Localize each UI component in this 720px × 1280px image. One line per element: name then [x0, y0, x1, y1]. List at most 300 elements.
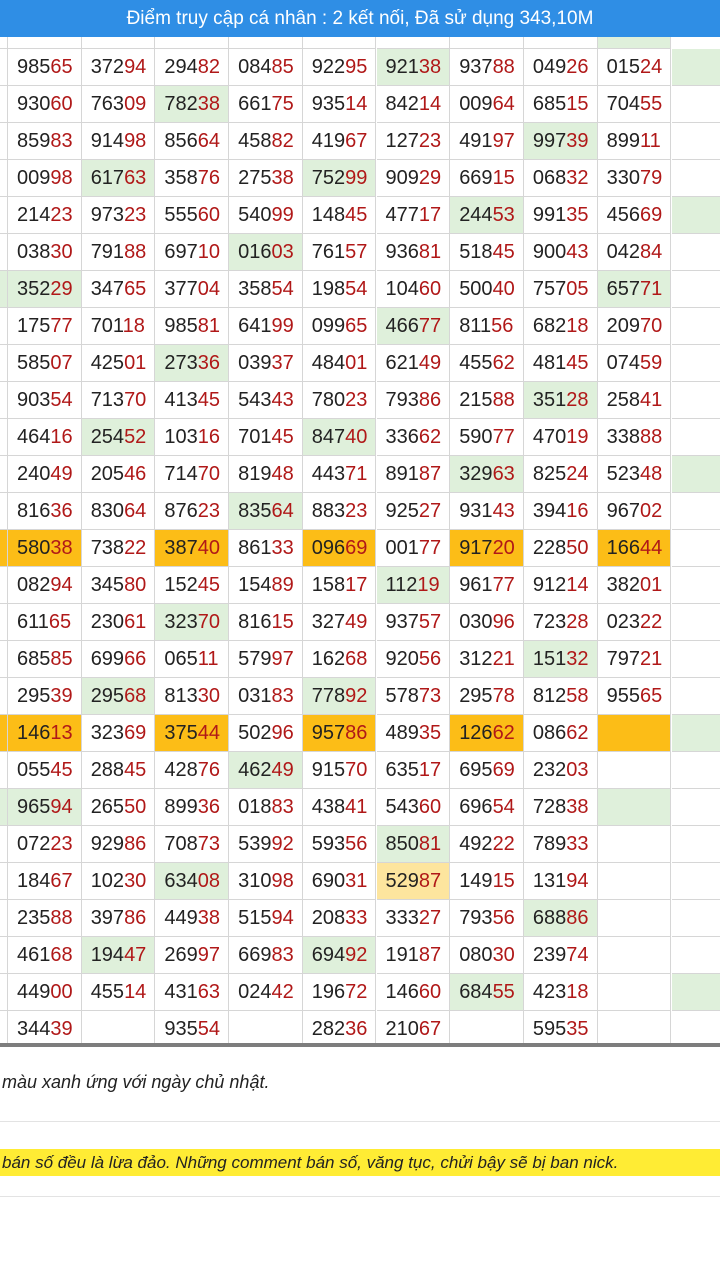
number-prefix: 419: [311, 130, 346, 152]
number-prefix: 449: [17, 981, 51, 1003]
table-row: [0, 49, 720, 86]
number-prefix: 425: [90, 352, 125, 374]
number-last-two-digits: 75: [271, 93, 294, 115]
number-last-two-digits: 40: [345, 426, 368, 448]
number-last-two-digits: 45: [345, 204, 368, 226]
number-last-two-digits: 86: [566, 907, 589, 929]
number-cell: [377, 308, 451, 345]
number-cell: [450, 86, 524, 123]
number-prefix: 578: [385, 685, 419, 707]
number-prefix: 074: [606, 352, 640, 374]
number-prefix: 701: [238, 426, 272, 448]
number-last-two-digits: 66: [124, 648, 147, 670]
number-prefix: 372: [90, 56, 125, 78]
number-prefix: 695: [459, 759, 493, 781]
number-last-two-digits: 64: [271, 500, 294, 522]
number-cell: [524, 160, 598, 197]
row-edge-cell: [672, 678, 720, 715]
number-cell: [377, 641, 451, 678]
number-last-two-digits: 77: [418, 537, 442, 559]
number-last-two-digits: 23: [345, 500, 368, 522]
number-last-two-digits: 86: [124, 833, 147, 855]
number-cell: [598, 493, 672, 530]
data-usage-text: Điểm truy cập cá nhân : 2 kết nối, Đã sử dụng 343,10M: [126, 7, 594, 29]
number-last-two-digits: 22: [639, 611, 663, 633]
number-cell: [82, 900, 156, 937]
number-cell: [524, 197, 598, 234]
number-cell: [450, 678, 524, 715]
number-cell: [524, 49, 598, 86]
number-cell: [598, 789, 672, 826]
number-last-two-digits: 61: [124, 611, 147, 633]
row-lead-cell: [0, 345, 8, 382]
number-cell: [524, 345, 598, 382]
number-prefix: 462: [238, 759, 272, 781]
number-prefix: 985: [17, 56, 51, 78]
number-cell: [82, 789, 156, 826]
number-last-two-digits: 77: [492, 426, 515, 448]
number-prefix: 232: [532, 759, 567, 781]
number-prefix: 149: [459, 870, 493, 892]
number-last-two-digits: 57: [345, 241, 368, 263]
number-last-two-digits: 89: [271, 574, 294, 596]
number-prefix: 018: [238, 796, 272, 818]
number-prefix: 481: [532, 352, 567, 374]
number-prefix: 240: [17, 463, 51, 485]
number-prefix: 819: [238, 463, 272, 485]
table-row: [0, 937, 720, 974]
number-prefix: 491: [459, 130, 493, 152]
number-cell: [82, 308, 156, 345]
number-last-two-digits: 85: [271, 56, 294, 78]
number-cell: [303, 345, 377, 382]
number-cell: [303, 752, 377, 789]
number-cell: [377, 826, 451, 863]
number-last-two-digits: 65: [48, 611, 72, 633]
number-cell: [303, 123, 377, 160]
row-edge-cell: [672, 789, 720, 826]
number-last-two-digits: 23: [124, 204, 147, 226]
row-edge-cell: [672, 234, 720, 271]
number-prefix: 184: [17, 870, 51, 892]
number-cell: [8, 456, 82, 493]
number-last-two-digits: 68: [124, 685, 147, 707]
number-cell: [524, 937, 598, 974]
number-prefix: 714: [164, 463, 198, 485]
row-lead-cell: [0, 715, 8, 752]
number-cell: [450, 493, 524, 530]
number-last-two-digits: 87: [418, 870, 442, 892]
number-last-two-digits: 37: [271, 352, 294, 374]
number-cell: [450, 641, 524, 678]
number-cell: [155, 863, 229, 900]
number-prefix: 438: [311, 796, 346, 818]
number-cell: [598, 752, 672, 789]
number-prefix: 327: [311, 611, 346, 633]
number-cell: [524, 974, 598, 1011]
number-prefix: 543: [238, 389, 272, 411]
number-prefix: 738: [90, 537, 125, 559]
number-cell: [524, 86, 598, 123]
number-last-two-digits: 29: [418, 167, 442, 189]
number-prefix: 757: [532, 278, 567, 300]
number-cell: [8, 1011, 82, 1045]
number-prefix: 930: [17, 93, 51, 115]
number-cell: [229, 382, 303, 419]
number-cell: [524, 752, 598, 789]
number-cell: [229, 641, 303, 678]
number-prefix: 375: [164, 722, 198, 744]
number-last-two-digits: 49: [418, 352, 442, 374]
number-prefix: 323: [90, 722, 125, 744]
number-last-two-digits: 07: [50, 352, 73, 374]
number-last-two-digits: 55: [492, 981, 515, 1003]
number-prefix: 456: [606, 204, 640, 226]
number-prefix: 903: [17, 389, 51, 411]
number-cell: [450, 271, 524, 308]
number-cell: [8, 715, 82, 752]
number-cell: [598, 937, 672, 974]
number-cell: [303, 715, 377, 752]
row-lead-cell: [0, 974, 8, 1011]
number-cell: [303, 197, 377, 234]
number-prefix: 096: [311, 537, 346, 559]
number-last-two-digits: 96: [492, 611, 515, 633]
number-prefix: 579: [238, 648, 272, 670]
number-cell: [303, 974, 377, 1011]
row-lead-cell: [0, 271, 8, 308]
number-last-two-digits: 82: [197, 56, 221, 78]
number-prefix: 382: [606, 574, 640, 596]
number-prefix: 466: [385, 315, 419, 337]
number-prefix: 621: [385, 352, 419, 374]
table-row: [0, 197, 720, 234]
number-last-two-digits: 53: [492, 204, 515, 226]
number-last-two-digits: 15: [566, 93, 589, 115]
number-last-two-digits: 28: [566, 389, 589, 411]
number-prefix: 922: [311, 56, 346, 78]
number-last-two-digits: 76: [197, 759, 221, 781]
number-prefix: 254: [90, 426, 125, 448]
number-prefix: 196: [311, 981, 346, 1003]
number-prefix: 294: [164, 56, 198, 78]
number-cell: [303, 234, 377, 271]
number-prefix: 431: [164, 981, 198, 1003]
number-last-two-digits: 38: [271, 167, 294, 189]
number-last-two-digits: 05: [566, 278, 589, 300]
number-cell: [598, 715, 672, 752]
number-cell: [8, 197, 82, 234]
number-last-two-digits: 73: [197, 833, 221, 855]
number-cell: [450, 900, 524, 937]
number-prefix: 333: [385, 907, 419, 929]
number-prefix: 811: [459, 315, 492, 337]
number-cell: [82, 419, 156, 456]
number-cell: [229, 530, 303, 567]
number-cell: [598, 641, 672, 678]
number-last-two-digits: 35: [566, 204, 589, 226]
number-cell: [303, 49, 377, 86]
number-prefix: 580: [17, 537, 51, 559]
number-last-two-digits: 87: [418, 944, 442, 966]
number-cell: [155, 49, 229, 86]
sunday-color-note: màu xanh ứng với ngày chủ nhật.: [2, 1072, 270, 1092]
number-prefix: 529: [385, 870, 419, 892]
row-lead-cell: [0, 197, 8, 234]
number-prefix: 449: [164, 907, 198, 929]
number-cell: [524, 678, 598, 715]
number-last-two-digits: 01: [345, 352, 368, 374]
number-last-two-digits: 16: [197, 426, 221, 448]
number-prefix: 657: [606, 278, 640, 300]
number-last-two-digits: 36: [197, 796, 221, 818]
number-cell: [82, 826, 156, 863]
number-prefix: 086: [532, 722, 567, 744]
number-prefix: 780: [311, 389, 346, 411]
number-prefix: 915: [311, 759, 346, 781]
number-last-two-digits: 72: [345, 981, 368, 1003]
number-last-two-digits: 50: [124, 796, 147, 818]
number-cell: [155, 530, 229, 567]
number-prefix: 230: [90, 611, 125, 633]
number-cell: [524, 308, 598, 345]
number-cell: [82, 604, 156, 641]
number-prefix: 965: [17, 796, 51, 818]
number-prefix: 515: [238, 907, 272, 929]
data-usage-banner: [0, 0, 720, 37]
number-cell: [303, 456, 377, 493]
number-last-two-digits: 38: [50, 537, 73, 559]
number-last-two-digits: 43: [492, 500, 515, 522]
number-prefix: 288: [90, 759, 125, 781]
number-prefix: 925: [385, 500, 419, 522]
number-prefix: 502: [238, 722, 272, 744]
number-cell: [524, 382, 598, 419]
number-cell: [598, 974, 672, 1011]
table-row: [0, 678, 720, 715]
number-cell: [82, 530, 156, 567]
number-last-two-digits: 14: [566, 574, 589, 596]
number-cell: [82, 382, 156, 419]
number-last-two-digits: 63: [492, 463, 515, 485]
number-cell: [8, 234, 82, 271]
number-cell: [229, 419, 303, 456]
number-prefix: 312: [459, 648, 493, 670]
number-cell: [8, 567, 82, 604]
number-prefix: 394: [532, 500, 567, 522]
number-last-two-digits: 38: [566, 796, 589, 818]
table-row: [0, 789, 720, 826]
number-last-two-digits: 30: [50, 241, 73, 263]
number-last-two-digits: 48: [271, 463, 294, 485]
number-last-two-digits: 54: [50, 389, 73, 411]
number-prefix: 728: [532, 796, 567, 818]
number-cell: [82, 86, 156, 123]
number-cell: [377, 419, 451, 456]
number-prefix: 899: [606, 130, 640, 152]
number-last-two-digits: 60: [418, 278, 442, 300]
number-cell: [8, 752, 82, 789]
number-prefix: 914: [90, 130, 125, 152]
number-cell: [155, 1011, 229, 1045]
row-lead-cell: [0, 752, 8, 789]
number-prefix: 900: [532, 241, 567, 263]
number-cell: [82, 641, 156, 678]
number-cell: [82, 1011, 156, 1045]
table-row: [0, 382, 720, 419]
number-last-two-digits: 14: [418, 93, 442, 115]
number-cell: [82, 456, 156, 493]
number-prefix: 842: [385, 93, 419, 115]
number-last-two-digits: 60: [418, 981, 442, 1003]
number-last-two-digits: 94: [50, 796, 73, 818]
number-prefix: 455: [459, 352, 493, 374]
number-cell: [377, 382, 451, 419]
number-prefix: 797: [606, 648, 640, 670]
number-last-two-digits: 28: [566, 611, 589, 633]
number-last-two-digits: 31: [345, 870, 368, 892]
number-prefix: 205: [90, 463, 125, 485]
number-cell: [8, 863, 82, 900]
number-prefix: 985: [164, 315, 198, 337]
number-cell: [155, 419, 229, 456]
number-last-two-digits: 32: [566, 648, 589, 670]
row-edge-cell: [672, 900, 720, 937]
number-cell: [82, 567, 156, 604]
number-cell: [450, 863, 524, 900]
number-prefix: 001: [385, 537, 419, 559]
number-last-two-digits: 21: [639, 648, 663, 670]
row-lead-cell: [0, 86, 8, 123]
number-last-two-digits: 82: [271, 130, 294, 152]
row-lead-cell: [0, 789, 8, 826]
number-last-two-digits: 45: [124, 759, 147, 781]
number-last-two-digits: 59: [639, 352, 663, 374]
number-prefix: 428: [164, 759, 198, 781]
number-prefix: 935: [311, 93, 346, 115]
number-cell: [598, 863, 672, 900]
number-last-two-digits: 56: [491, 315, 514, 337]
number-prefix: 215: [459, 389, 493, 411]
number-cell: [8, 86, 82, 123]
number-last-two-digits: 27: [418, 907, 442, 929]
number-last-two-digits: 63: [124, 167, 147, 189]
table-row: [0, 530, 720, 567]
table-row: [0, 271, 720, 308]
number-last-two-digits: 54: [345, 278, 368, 300]
number-last-two-digits: 86: [418, 389, 442, 411]
number-cell: [229, 456, 303, 493]
number-cell: [8, 974, 82, 1011]
number-prefix: 072: [17, 833, 51, 855]
number-cell: [450, 308, 524, 345]
number-prefix: 239: [532, 944, 567, 966]
number-prefix: 273: [164, 352, 198, 374]
number-prefix: 443: [311, 463, 346, 485]
number-last-two-digits: 99: [345, 167, 368, 189]
number-cell: [229, 308, 303, 345]
number-cell: [377, 530, 451, 567]
number-cell: [155, 974, 229, 1011]
number-last-two-digits: 69: [492, 759, 515, 781]
number-prefix: 669: [238, 944, 272, 966]
row-lead-cell: [0, 419, 8, 456]
number-prefix: 967: [606, 500, 640, 522]
number-prefix: 861: [238, 537, 272, 559]
number-cell: [377, 86, 451, 123]
row-lead-cell: [0, 604, 8, 641]
number-cell: [155, 234, 229, 271]
number-cell: [229, 900, 303, 937]
number-prefix: 084: [238, 56, 272, 78]
number-prefix: 042: [606, 241, 640, 263]
number-prefix: 191: [385, 944, 419, 966]
number-prefix: 593: [311, 833, 346, 855]
number-cell: [377, 271, 451, 308]
number-cell: [598, 308, 672, 345]
number-cell: [377, 49, 451, 86]
number-prefix: 782: [164, 93, 198, 115]
number-cell: [229, 678, 303, 715]
number-prefix: 344: [17, 1018, 51, 1040]
number-last-two-digits: 11: [639, 130, 661, 152]
number-prefix: 461: [17, 944, 51, 966]
number-prefix: 500: [459, 278, 493, 300]
number-last-two-digits: 30: [492, 944, 515, 966]
number-cell: [524, 123, 598, 160]
number-last-two-digits: 01: [124, 352, 147, 374]
number-cell: [450, 1011, 524, 1045]
number-cell: [155, 456, 229, 493]
number-last-two-digits: 69: [345, 537, 368, 559]
number-last-two-digits: 26: [566, 56, 589, 78]
number-prefix: 778: [311, 685, 346, 707]
number-prefix: 152: [164, 574, 198, 596]
number-last-two-digits: 94: [50, 574, 73, 596]
number-prefix: 336: [385, 426, 419, 448]
number-cell: [155, 160, 229, 197]
number-prefix: 634: [164, 870, 198, 892]
number-prefix: 175: [17, 315, 51, 337]
number-last-two-digits: 45: [492, 241, 515, 263]
number-last-two-digits: 03: [566, 759, 589, 781]
number-prefix: 816: [17, 500, 51, 522]
number-cell: [524, 456, 598, 493]
number-last-two-digits: 92: [271, 833, 294, 855]
number-cell: [303, 530, 377, 567]
number-last-two-digits: 92: [345, 944, 368, 966]
number-cell: [598, 604, 672, 641]
number-prefix: 049: [532, 56, 567, 78]
number-cell: [450, 789, 524, 826]
number-prefix: 323: [164, 611, 198, 633]
number-prefix: 235: [17, 907, 51, 929]
row-lead-cell: [0, 308, 8, 345]
number-last-two-digits: 81: [418, 241, 442, 263]
number-cell: [450, 234, 524, 271]
number-cell: [229, 123, 303, 160]
number-last-two-digits: 96: [271, 722, 294, 744]
number-cell: [8, 900, 82, 937]
row-lead-cell: [0, 493, 8, 530]
table-row: [0, 604, 720, 641]
number-cell: [450, 382, 524, 419]
number-cell: [598, 567, 672, 604]
number-prefix: 148: [311, 204, 346, 226]
number-prefix: 209: [606, 315, 640, 337]
number-last-two-digits: 70: [639, 315, 663, 337]
number-last-two-digits: 01: [639, 574, 663, 596]
